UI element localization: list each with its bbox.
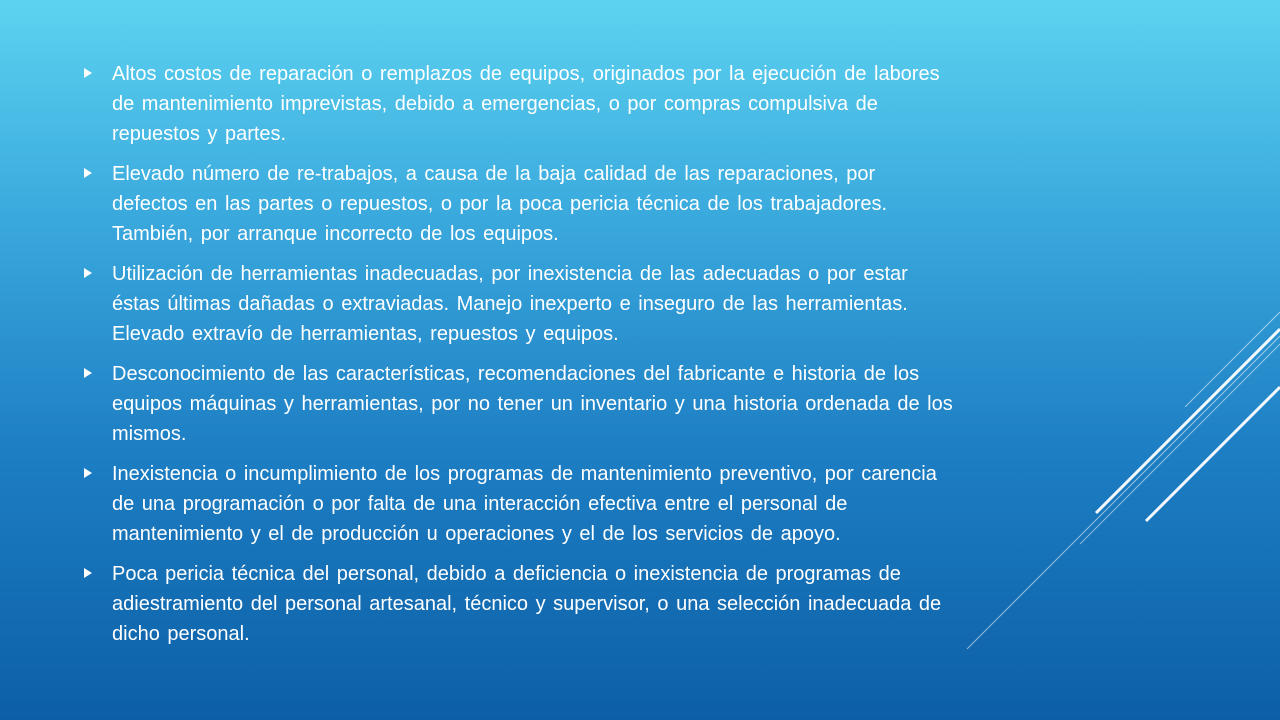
- bullet-list: [84, 59, 956, 659]
- bullet-text: Altos costos de reparación o remplazos de equipos, originados por la ejecución de labores de mantenimiento imprevistas, debido a emergencias, o por compras compulsiva de repuestos y partes.: [112, 63, 940, 145]
- decor-line: [1096, 329, 1280, 513]
- decor-line: [1080, 344, 1280, 544]
- triangle-bullet-icon: [84, 268, 92, 278]
- bullet-text: Elevado número de re-trabajos, a causa de la baja calidad de las reparaciones, por defectos en las partes o repuestos, o por la poca pericia técnica de los trabajadores. También, por arranque incorrecto de los equipos.: [112, 163, 888, 245]
- decor-line: [1146, 387, 1280, 521]
- bullet-text: Poca pericia técnica del personal, debido a deficiencia o inexistencia de programas de adiestramiento del personal artesanal, técnico y supervisor, o una selección inadecuada de dicho personal.: [112, 563, 942, 645]
- bullet-item: [84, 559, 956, 649]
- bullet-text: Utilización de herramientas inadecuadas, por inexistencia de las adecuadas o por estar éstas últimas dañadas o extraviadas. Manejo inexperto e inseguro de las herramientas. Elevado extravío de herramientas, repuestos y equipos.: [112, 263, 908, 345]
- triangle-bullet-icon: [84, 568, 92, 578]
- bullet-item: [84, 259, 956, 349]
- bullet-text: Desconocimiento de las características, recomendaciones del fabricante e historia de los equipos máquinas y herramientas, por no tener un inventario y una historia ordenada de los mismos.: [112, 363, 953, 445]
- bullet-item: [84, 459, 956, 549]
- triangle-bullet-icon: [84, 68, 92, 78]
- decor-line: [1185, 312, 1280, 407]
- triangle-bullet-icon: [84, 468, 92, 478]
- decor-line: [967, 336, 1280, 649]
- triangle-bullet-icon: [84, 168, 92, 178]
- bullet-item: [84, 59, 956, 149]
- triangle-bullet-icon: [84, 368, 92, 378]
- bullet-item: [84, 159, 956, 249]
- bullet-item: [84, 359, 956, 449]
- bullet-text: Inexistencia o incumplimiento de los programas de mantenimiento preventivo, por carencia de una programación o por falta de una interacción efectiva entre el personal de mantenimiento y el de producción u operaciones y el de los servicios de apoyo.: [112, 463, 937, 545]
